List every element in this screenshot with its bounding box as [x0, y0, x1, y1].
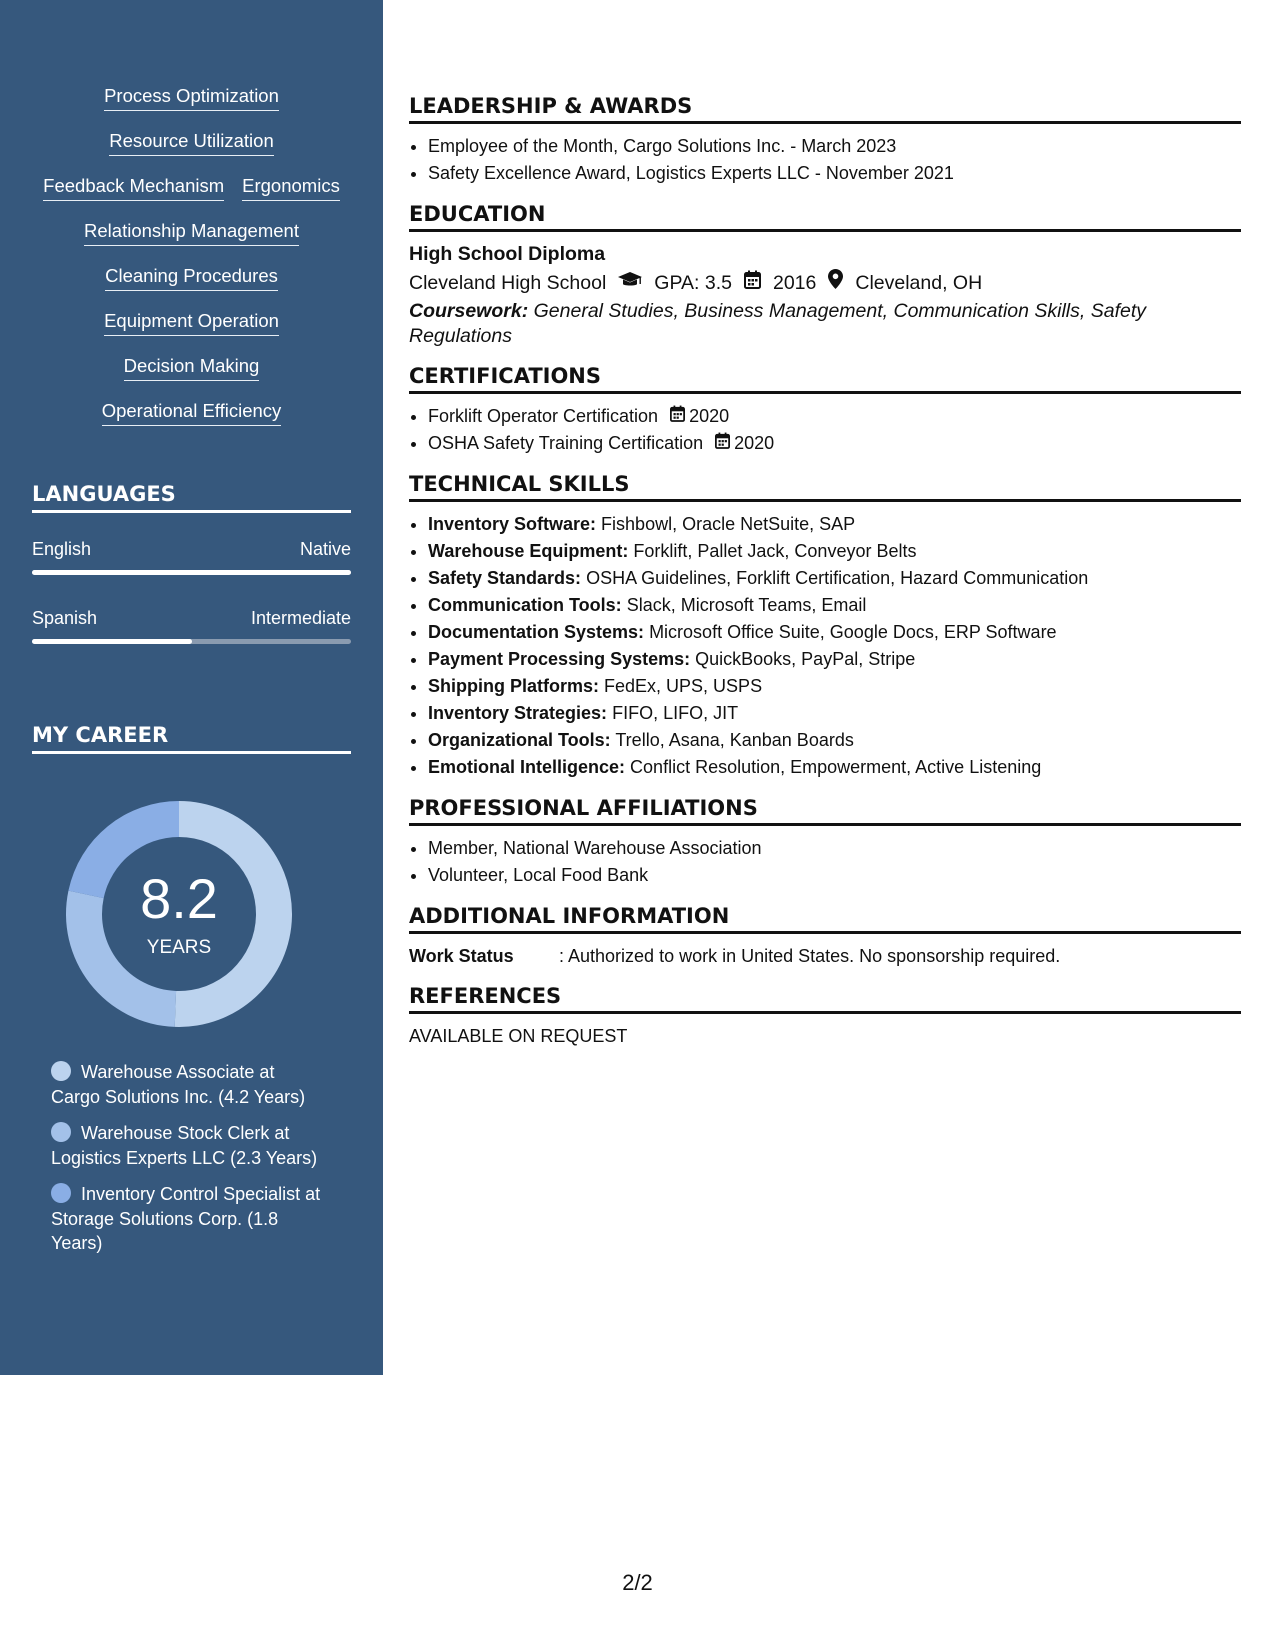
certifications-list: [409, 403, 1241, 457]
school-location: Cleveland, OH: [855, 272, 983, 294]
technical-skill-item: [428, 592, 1241, 619]
references-section: [409, 984, 1241, 1049]
language-bar: [32, 570, 351, 575]
calendar-icon: [744, 267, 761, 299]
education-details: [409, 267, 1241, 299]
skill-category: Inventory Software:: [428, 514, 597, 534]
skill-tag: Process Optimization: [104, 84, 279, 111]
language-name: Spanish: [32, 608, 98, 628]
career-years-unit: YEARS: [146, 937, 212, 958]
skill-values: OSHA Guidelines, Forklift Certification, Hazard Communication: [586, 568, 1089, 588]
career-legend-item: [51, 1182, 321, 1256]
location-pin-icon: [828, 267, 843, 299]
skill-category: Documentation Systems:: [428, 622, 645, 642]
skill-category: Organizational Tools:: [428, 730, 611, 750]
language-bar-fill: [32, 570, 351, 575]
technical-skill-item: [428, 754, 1241, 781]
skill-category: Inventory Strategies:: [428, 703, 608, 723]
coursework-label: Coursework:: [409, 300, 529, 322]
skill-row: [0, 354, 383, 399]
career-legend-item: [51, 1121, 321, 1170]
graduation-cap-icon: [618, 267, 642, 299]
skill-category: Emotional Intelligence:: [428, 757, 626, 777]
technical-skill-item: [428, 565, 1241, 592]
skill-category: Communication Tools:: [428, 595, 622, 615]
skill-category: Safety Standards:: [428, 568, 582, 588]
skill-tag: Relationship Management: [84, 219, 299, 246]
skill-values: Trello, Asana, Kanban Boards: [615, 730, 854, 750]
technical-skills-section: [409, 472, 1241, 781]
gpa: GPA: 3.5: [654, 272, 732, 294]
career-heading: MY CAREER: [32, 723, 351, 754]
language-spanish: [32, 608, 351, 644]
work-status: [409, 943, 1241, 969]
skill-row: [0, 174, 383, 219]
career-legend-label: Warehouse Associate at Cargo Solutions Inc. (4.2 Years): [51, 1062, 306, 1107]
main-content: [409, 94, 1241, 1064]
career-donut-chart: [66, 801, 292, 1027]
technical-skill-item: [428, 700, 1241, 727]
certification-name: Forklift Operator Certification: [428, 406, 659, 426]
skill-values: Forklift, Pallet Jack, Conveyor Belts: [633, 541, 917, 561]
additional-info-section: [409, 904, 1241, 969]
skill-tag: Operational Efficiency: [102, 399, 282, 426]
certification-name: OSHA Safety Training Certification: [428, 433, 704, 453]
legend-dot: [51, 1122, 71, 1142]
work-status-label: Work Status: [409, 946, 514, 966]
skill-tag: Resource Utilization: [109, 129, 274, 156]
language-level: Intermediate: [250, 608, 351, 628]
work-status-value: : Authorized to work in United States. No sponsorship required.: [559, 946, 1061, 966]
skill-values: FedEx, UPS, USPS: [604, 676, 763, 696]
technical-skill-item: [428, 619, 1241, 646]
skills-list: [0, 84, 383, 444]
career-legend: [51, 1060, 321, 1268]
technical-skills-list: [409, 511, 1241, 781]
technical-skill-item: [428, 646, 1241, 673]
skill-values: Fishbowl, Oracle NetSuite, SAP: [601, 514, 856, 534]
skill-category: Shipping Platforms:: [428, 676, 599, 696]
calendar-icon: [715, 430, 734, 457]
list-item: • Volunteer, Local Food Bank: [428, 862, 1241, 889]
skill-category: Warehouse Equipment:: [428, 541, 629, 561]
list-item: • Member, National Warehouse Association: [428, 835, 1241, 862]
skill-tag: Feedback Mechanism: [43, 174, 224, 201]
certification-item: [428, 403, 1241, 430]
legend-dot: [51, 1061, 71, 1081]
technical-skill-item: [428, 673, 1241, 700]
skill-row: [0, 264, 383, 309]
school-name: Cleveland High School: [409, 272, 607, 294]
certification-year: 2020: [734, 433, 775, 453]
coursework: [409, 299, 1241, 349]
skill-row: [0, 399, 383, 444]
skill-row: [0, 129, 383, 174]
section-heading: LEADERSHIP & AWARDS: [409, 94, 1241, 124]
technical-skill-item: [428, 538, 1241, 565]
skill-tag: Cleaning Procedures: [105, 264, 278, 291]
affiliations-section: [409, 796, 1241, 889]
career-legend-label: Warehouse Stock Clerk at Logistics Experts LLC (2.3 Years): [51, 1123, 318, 1168]
degree-title: High School Diploma: [409, 243, 606, 265]
certification-item: [428, 430, 1241, 457]
page-number: 2/2: [622, 1570, 653, 1595]
career-total-years: 8.2: [140, 867, 218, 930]
languages-heading: LANGUAGES: [32, 482, 351, 513]
skill-values: Microsoft Office Suite, Google Docs, ERP Software: [649, 622, 1057, 642]
references-text: AVAILABLE ON REQUEST: [409, 1026, 628, 1046]
skill-tag: Equipment Operation: [104, 309, 279, 336]
coursework-list: General Studies, Business Management, Communication Skills, Safety Regulations: [409, 300, 1146, 347]
language-bar-fill: [32, 639, 192, 644]
language-name: English: [32, 539, 92, 559]
section-heading: TECHNICAL SKILLS: [409, 472, 1241, 502]
certification-year: 2020: [689, 406, 730, 426]
language-level: Native: [299, 539, 351, 559]
career-legend-item: [51, 1060, 321, 1109]
technical-skill-item: [428, 727, 1241, 754]
technical-skill-item: [428, 511, 1241, 538]
calendar-icon: [670, 403, 689, 430]
section-heading: CERTIFICATIONS: [409, 364, 1241, 394]
section-heading: EDUCATION: [409, 202, 1241, 232]
legend-dot: [51, 1183, 71, 1203]
skill-tag: Decision Making: [124, 354, 260, 381]
list-item: • Employee of the Month, Cargo Solutions Inc. - March 2023: [428, 133, 1241, 160]
skill-values: FIFO, LIFO, JIT: [612, 703, 739, 723]
section-heading: PROFESSIONAL AFFILIATIONS: [409, 796, 1241, 826]
education-section: [409, 202, 1241, 349]
skill-values: Conflict Resolution, Empowerment, Active Listening: [630, 757, 1042, 777]
skill-row: [0, 219, 383, 264]
graduation-year: 2016: [772, 272, 817, 294]
language-english: [32, 539, 351, 575]
section-heading: ADDITIONAL INFORMATION: [409, 904, 1241, 934]
list-item: • Safety Excellence Award, Logistics Experts LLC - November 2021: [428, 160, 1241, 187]
skill-row: [0, 309, 383, 354]
skill-values: QuickBooks, PayPal, Stripe: [695, 649, 916, 669]
skill-category: Payment Processing Systems:: [428, 649, 691, 669]
leadership-section: [409, 94, 1241, 187]
sidebar: [0, 0, 383, 1375]
skill-tag: Ergonomics: [242, 174, 340, 201]
career-legend-label: Inventory Control Specialist at Storage Solutions Corp. (1.8 Years): [51, 1184, 321, 1253]
certifications-section: [409, 364, 1241, 457]
section-heading: REFERENCES: [409, 984, 1241, 1014]
language-bar: [32, 639, 351, 644]
skill-row: [0, 84, 383, 129]
skill-values: Slack, Microsoft Teams, Email: [626, 595, 867, 615]
